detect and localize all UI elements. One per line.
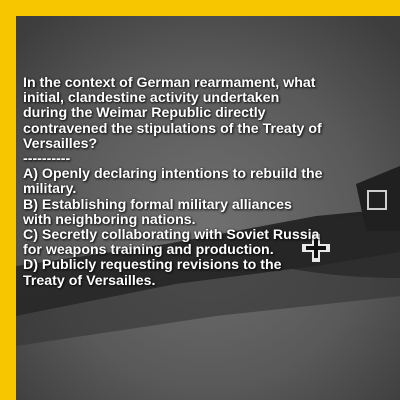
separator: ----------	[23, 151, 71, 168]
option-a: A) Openly declaring intentions to rebuild the military.	[23, 166, 323, 198]
option-d: D) Publicly requesting revisions to the Treaty of Versailles.	[23, 257, 282, 289]
option-b: B) Establishing formal military alliances with neighboring nations.	[23, 196, 292, 228]
quiz-text	[23, 76, 323, 289]
option-c: C) Secretly collaborating with Soviet Russia for weapons training and production.	[23, 227, 320, 259]
question-text: In the context of German rearmament, what initial, clandestine activity undertaken during the Weimar Republic directly contravened the stipulations of the Treaty of Versailles?	[23, 75, 322, 152]
